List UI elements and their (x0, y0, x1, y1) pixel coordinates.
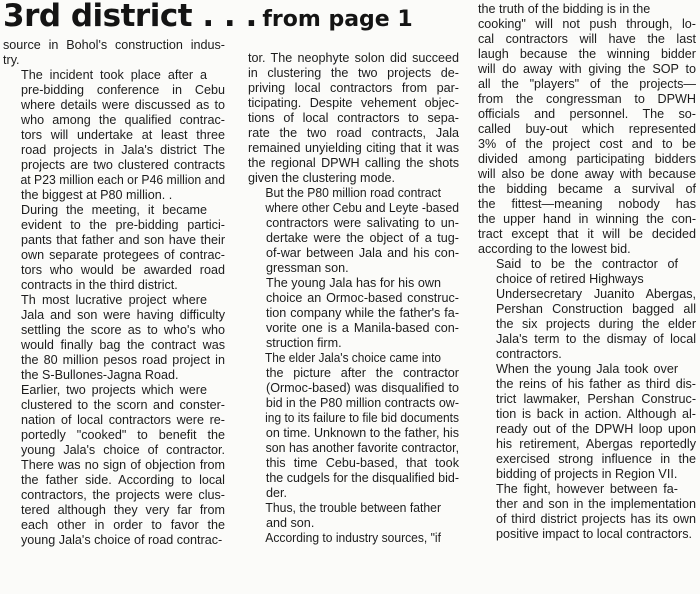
text-line: son has another favorite contractor, (265, 441, 460, 455)
text-line: ther and son in the implementation (496, 497, 696, 511)
text-line: When the young Jala took over (496, 362, 679, 376)
text-line: Jala and son were having difficulty (21, 308, 225, 322)
paragraph (248, 276, 459, 351)
text-line: priving local contractors from par- (248, 81, 459, 95)
paragraph (3, 38, 225, 68)
text-line: der. (266, 486, 288, 500)
text-line: gressman son. (266, 261, 349, 275)
paragraph (248, 501, 459, 531)
text-line: The incident took place after a (21, 68, 208, 82)
article-column-2 (248, 51, 459, 546)
paragraph (478, 482, 696, 542)
text-line: bidding of projects in Region VII. (496, 467, 678, 481)
text-line: the six projects during the elder (496, 317, 697, 331)
article-column-1 (3, 38, 225, 548)
text-line: contractors were salivating to un- (266, 216, 459, 230)
text-line: from the congressman to DPWH (478, 92, 696, 106)
headline-continuation: from page 1 (262, 7, 413, 32)
text-line: given the clustering mode. (248, 171, 396, 185)
article-column-3 (478, 2, 696, 542)
text-line: source in Bohol's construction indus- (3, 38, 225, 52)
text-line: try. (3, 53, 20, 67)
headline (3, 0, 413, 34)
text-line: choice an Ormoc-based construc- (266, 291, 459, 305)
text-line: The young Jala has for his own (266, 276, 441, 290)
text-line: nation of local contractors were re- (21, 413, 225, 427)
text-line: tions of local contractors to sepa- (248, 111, 459, 125)
paragraph (3, 293, 225, 383)
paragraph (248, 186, 459, 276)
text-line: contractors. (496, 347, 562, 361)
text-line: portedly "cooked" to benefit the (21, 428, 225, 442)
paragraph (248, 51, 459, 186)
text-line: called buy-out which represented (478, 122, 696, 136)
paragraph (478, 257, 696, 362)
text-line: tor. The neophyte solon did succeed (248, 51, 460, 65)
text-line: the fittest—meaning nobody has (478, 197, 697, 211)
text-line: would finally bag the contract was (21, 338, 226, 352)
text-line: at P23 million each or P46 million and (20, 173, 225, 187)
text-line: contracts in the third district. (21, 278, 178, 292)
text-line: vorite one is a Manila-based con- (266, 321, 460, 335)
paragraph (248, 351, 459, 501)
text-line: dertake were the object of a tug- (266, 231, 459, 245)
text-line: rate the two road contracts, Jala (248, 126, 460, 140)
text-line: projects are two clustered contracts (21, 158, 226, 172)
text-line: pants that father and son have their (21, 233, 226, 247)
text-line: evident to the pre-bidding partici- (21, 218, 225, 232)
text-line: The elder Jala's choice came into (264, 351, 442, 365)
text-line: the 80 million pesos road project in (21, 353, 225, 367)
text-line: officials and personnel. The so- (478, 107, 696, 121)
text-line: Earlier, two projects which were (21, 383, 207, 397)
paragraph (248, 531, 459, 546)
text-line: According to industry sources, "if (265, 531, 441, 545)
text-line: clustered to the scorn and conster- (21, 398, 226, 412)
text-line: laugh because the winning bidder (478, 47, 697, 61)
text-line: Said to be the contractor of (496, 257, 679, 271)
text-line: will also be done away with because (478, 167, 696, 181)
paragraph (478, 2, 696, 257)
text-line: remained unyielding citing that it was (248, 141, 460, 155)
text-line: 3% of the project cost and to be (478, 137, 697, 151)
paragraph (3, 383, 225, 548)
text-line: the cudgels for the disqualified bid- (265, 471, 460, 485)
text-line: where other Cebu and Leyte -based (265, 201, 459, 215)
text-line: each other in order to favor the (21, 518, 226, 532)
text-line: tors will undertake at least three (21, 128, 226, 142)
text-line: this time Cebu-based, that took (266, 456, 459, 470)
text-line: exercised strong influence in the (496, 452, 696, 466)
text-line: Undersecretary Juanito Abergas, (496, 287, 696, 301)
text-line: tion is back in action. Although al- (496, 407, 696, 421)
text-line: During the meeting, it became (21, 203, 208, 217)
text-line: (Ormoc-based) was disqualified to (266, 381, 460, 395)
text-line: contractors, the projects were clus- (21, 488, 225, 502)
text-line: the S-Bullones-Jagna Road. (21, 368, 179, 382)
text-line: the picture after the contractor (266, 366, 460, 380)
text-line: Pershan Construction bagged all (496, 302, 697, 316)
text-line: struction firm. (266, 336, 342, 350)
text-line: of third district projects has its own (496, 512, 696, 526)
text-line: cal contractors will have the last (478, 32, 696, 46)
text-line: positive impact to local contractors. (496, 527, 692, 541)
text-line: the biggest at P80 million. . (21, 188, 173, 202)
text-line: tract except that it will be decided (478, 227, 696, 241)
paragraph (3, 203, 225, 293)
text-line: road projects in Jala's district The (21, 143, 226, 157)
text-line: and son. (266, 516, 315, 530)
text-line: will do away with giving the SOP to (478, 62, 696, 76)
paragraph (3, 68, 225, 203)
text-line: divided among participating bidders (478, 152, 697, 166)
text-line: young Jala's choice of contractor. (21, 443, 225, 457)
text-line: trict lawmaker, Pershan Construc- (496, 392, 697, 406)
text-line: the truth of the bidding is in the (478, 2, 651, 16)
text-line: the regional DPWH calling the shots (248, 156, 459, 170)
text-line: Jala's term to the dismay of local (496, 332, 696, 346)
text-line: the father side. According to local (21, 473, 225, 487)
text-line: ticipating. Despite vehement objec- (248, 96, 459, 110)
text-line: bid in the P80 million contracts ow- (265, 396, 459, 410)
text-line: cooking" will not push through, lo- (478, 17, 696, 31)
headline-main: 3rd district . . . (3, 0, 257, 34)
text-line: who among the qualified contrac- (21, 113, 225, 127)
text-line: all the "players" of the projects— (478, 77, 696, 91)
text-line: his retirement, Abergas reportedly (496, 437, 697, 451)
text-line: own separate protegees of contrac- (21, 248, 225, 262)
text-line: where details were discussed as to (21, 98, 226, 112)
paragraph (478, 362, 696, 482)
text-line: There was no sign of objection from (21, 458, 226, 472)
text-line: young Jala's choice of road contrac- (21, 533, 223, 547)
text-line: Thus, the trouble between father (265, 501, 442, 515)
text-line: ing to its failure to file bid documents (265, 411, 460, 425)
text-line: But the P80 million road contract (265, 186, 441, 200)
text-line: choice of retired Highways (496, 272, 644, 286)
text-line: on time. Unknown to the father, his (265, 426, 459, 440)
text-line: ready out of the DPWH loop upon (496, 422, 697, 436)
text-line: tered although they very far from (21, 503, 226, 517)
text-line: settling the score as to who's who (21, 323, 225, 337)
text-line: Th most lucrative project where (21, 293, 207, 307)
text-line: The fight, however between fa- (496, 482, 678, 496)
text-line: the reins of his father as third dis- (496, 377, 696, 391)
text-line: tion company while the father's fa- (266, 306, 460, 320)
text-line: the bidding became a survival of (478, 182, 696, 196)
text-line: according to the lowest bid. (478, 242, 631, 256)
text-line: pre-bidding conference in Cebu (21, 83, 225, 97)
text-line: in clustering the two projects de- (248, 66, 459, 80)
text-line: the upper hand in winning the con- (478, 212, 697, 226)
text-line: of-war between Jala and his con- (266, 246, 460, 260)
text-line: tors who would be awarded road (21, 263, 225, 277)
